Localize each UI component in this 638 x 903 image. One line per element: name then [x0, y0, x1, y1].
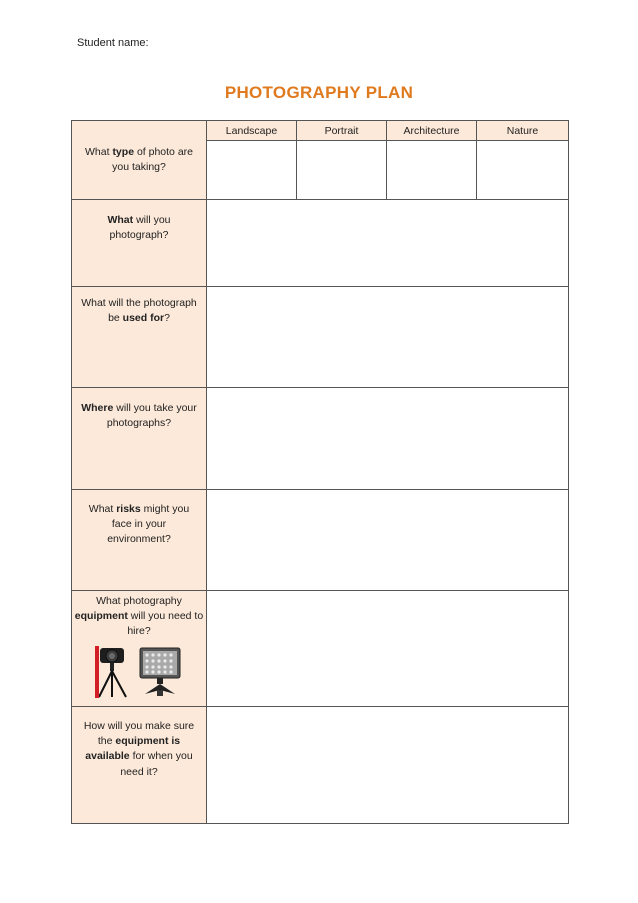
- question-type-cell: [72, 121, 207, 200]
- camera-tripod-icon: [95, 646, 131, 698]
- answer-portrait[interactable]: [297, 141, 387, 200]
- table-row: [72, 490, 569, 591]
- photography-plan-table: [71, 120, 569, 824]
- question-type: What type of photo are you taking?: [85, 145, 193, 173]
- question-risks: What risks might you face in your environment?: [88, 503, 190, 546]
- type-header-portrait: Portrait: [297, 121, 387, 141]
- answer-architecture[interactable]: [387, 141, 477, 200]
- table-row: [72, 591, 569, 707]
- answer-risks[interactable]: [207, 490, 569, 591]
- question-used-for-cell: [72, 287, 207, 388]
- answer-what[interactable]: [207, 200, 569, 287]
- type-header-nature: Nature: [477, 121, 569, 141]
- table-row: [72, 707, 569, 824]
- type-header-landscape: Landscape: [207, 121, 297, 141]
- question-what-cell: [72, 200, 207, 287]
- answer-available[interactable]: [207, 707, 569, 824]
- table-row: [72, 287, 569, 388]
- answer-where[interactable]: [207, 388, 569, 490]
- question-equipment: What photography equipment will you need to hire?: [74, 595, 204, 638]
- answer-nature[interactable]: [477, 141, 569, 200]
- answer-equipment[interactable]: [207, 591, 569, 707]
- question-where-cell: [72, 388, 207, 490]
- type-header-architecture: Architecture: [387, 121, 477, 141]
- question-available: How will you make sure the equipment is available for when you need it?: [83, 720, 195, 778]
- question-where: Where will you take your photographs?: [81, 402, 197, 430]
- question-risks-cell: [72, 490, 207, 591]
- table-row: [72, 121, 569, 141]
- led-light-panel-icon: [137, 646, 183, 698]
- student-name-label: Student name:: [77, 37, 149, 49]
- answer-used-for[interactable]: [207, 287, 569, 388]
- question-what: What will you photograph?: [107, 214, 171, 242]
- question-equipment-cell: [72, 591, 207, 707]
- table-row: [72, 200, 569, 287]
- table-row: [72, 388, 569, 490]
- answer-landscape[interactable]: [207, 141, 297, 200]
- question-used-for: What will the photograph be used for?: [81, 297, 197, 325]
- page-title: PHOTOGRAPHY PLAN: [224, 83, 414, 102]
- question-available-cell: [72, 707, 207, 824]
